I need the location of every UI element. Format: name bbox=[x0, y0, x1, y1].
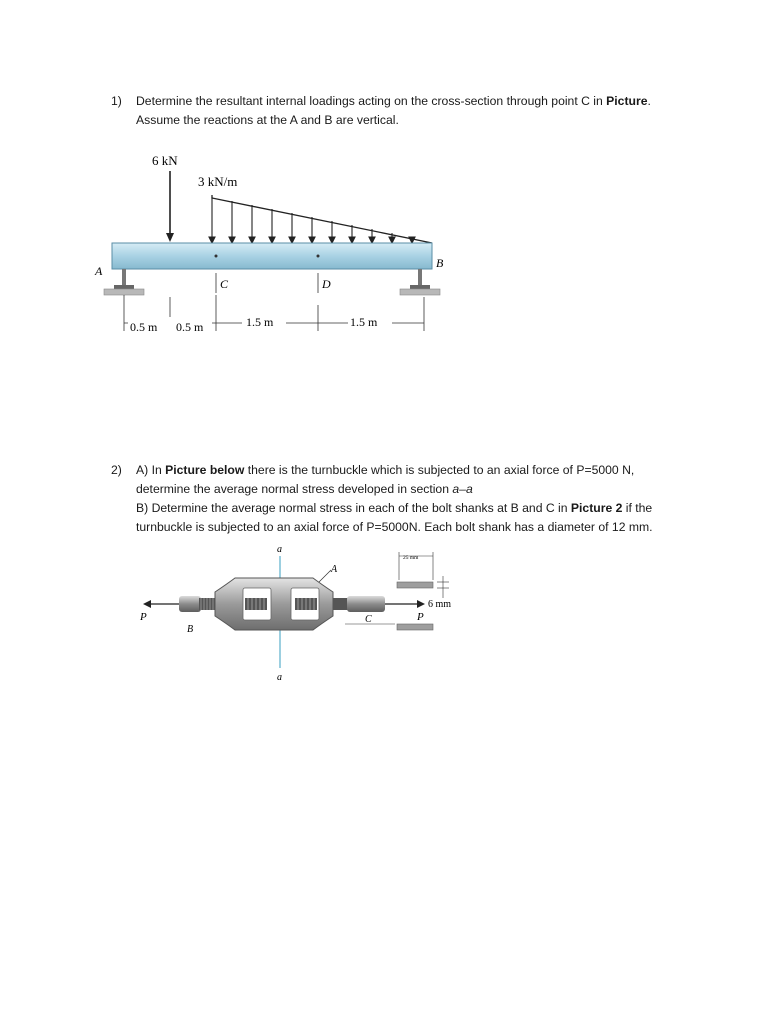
question-2a-bold-ref: Picture below bbox=[165, 463, 245, 477]
left-rod bbox=[179, 596, 201, 612]
support-a bbox=[104, 269, 144, 295]
force-left-label: P bbox=[140, 611, 147, 623]
question-1-line2: Assume the reactions at the A and B are vertical. bbox=[136, 113, 399, 127]
question-1-text: Determine the resultant internal loadings acting on the cross-section through point C in bbox=[136, 94, 607, 108]
label-b: B bbox=[436, 256, 444, 270]
section-a-bottom-label: a bbox=[277, 672, 282, 683]
turnbuckle-figure bbox=[135, 540, 465, 685]
label-c: C bbox=[220, 277, 229, 291]
force-left-arrowhead bbox=[143, 600, 151, 608]
point-load-label: 6 kN bbox=[152, 153, 178, 168]
question-2a-pre: A) In bbox=[136, 463, 166, 477]
beam bbox=[112, 243, 432, 269]
dim-6-label: 6 mm bbox=[428, 599, 452, 610]
dimension-2: 0.5 m bbox=[176, 320, 204, 334]
dimension-4: 1.5 m bbox=[350, 315, 378, 329]
question-2 bbox=[111, 461, 701, 537]
question-1-bold-ref: Picture bbox=[606, 94, 648, 108]
beam-figure bbox=[90, 145, 460, 345]
label-bolt-c: C bbox=[365, 614, 372, 625]
right-rod bbox=[347, 596, 385, 612]
right-thread bbox=[333, 598, 349, 610]
label-a: A bbox=[95, 264, 103, 278]
plate-bottom bbox=[397, 624, 433, 630]
force-right-label: P bbox=[417, 611, 424, 623]
label-frame-a: A bbox=[331, 564, 338, 575]
point-d-marker bbox=[317, 255, 320, 258]
force-right-arrowhead bbox=[417, 600, 425, 608]
point-load-arrowhead bbox=[166, 233, 174, 242]
label-a-leader bbox=[319, 570, 331, 582]
question-2b-line2: turnbuckle is subjected to an axial force of P=5000N. Each bolt shank has a diameter of 12 mm. bbox=[136, 520, 653, 534]
point-c-marker bbox=[215, 255, 218, 258]
distributed-load-label: 3 kN/m bbox=[198, 174, 238, 189]
question-2b-pre: B) Determine the average normal stress in each of the bolt shanks at B and C in bbox=[136, 501, 571, 515]
dimension-1: 0.5 m bbox=[130, 320, 158, 334]
question-2a-line2: determine the average normal stress developed in section bbox=[136, 482, 453, 496]
support-b bbox=[400, 269, 440, 295]
question-1-period: . bbox=[647, 94, 651, 108]
dimension-3: 1.5 m bbox=[246, 315, 274, 329]
plate-top bbox=[397, 582, 433, 588]
question-2-number: 2) bbox=[111, 463, 122, 477]
question-2a-section: a–a bbox=[452, 482, 473, 496]
label-d: D bbox=[322, 277, 331, 291]
distributed-load-profile bbox=[212, 195, 432, 243]
dim-25-label: 25 mm bbox=[403, 555, 419, 561]
section-a-top-label: a bbox=[277, 544, 282, 555]
question-2b-bold-ref: Picture 2 bbox=[570, 501, 623, 515]
question-2a-post: there is the turnbuckle which is subjected to an axial force of P=5000 N, bbox=[244, 463, 635, 477]
question-1 bbox=[111, 92, 701, 130]
question-2b-post: if the bbox=[622, 501, 653, 515]
question-1-number: 1) bbox=[111, 94, 122, 108]
label-bolt-b: B bbox=[187, 624, 194, 635]
